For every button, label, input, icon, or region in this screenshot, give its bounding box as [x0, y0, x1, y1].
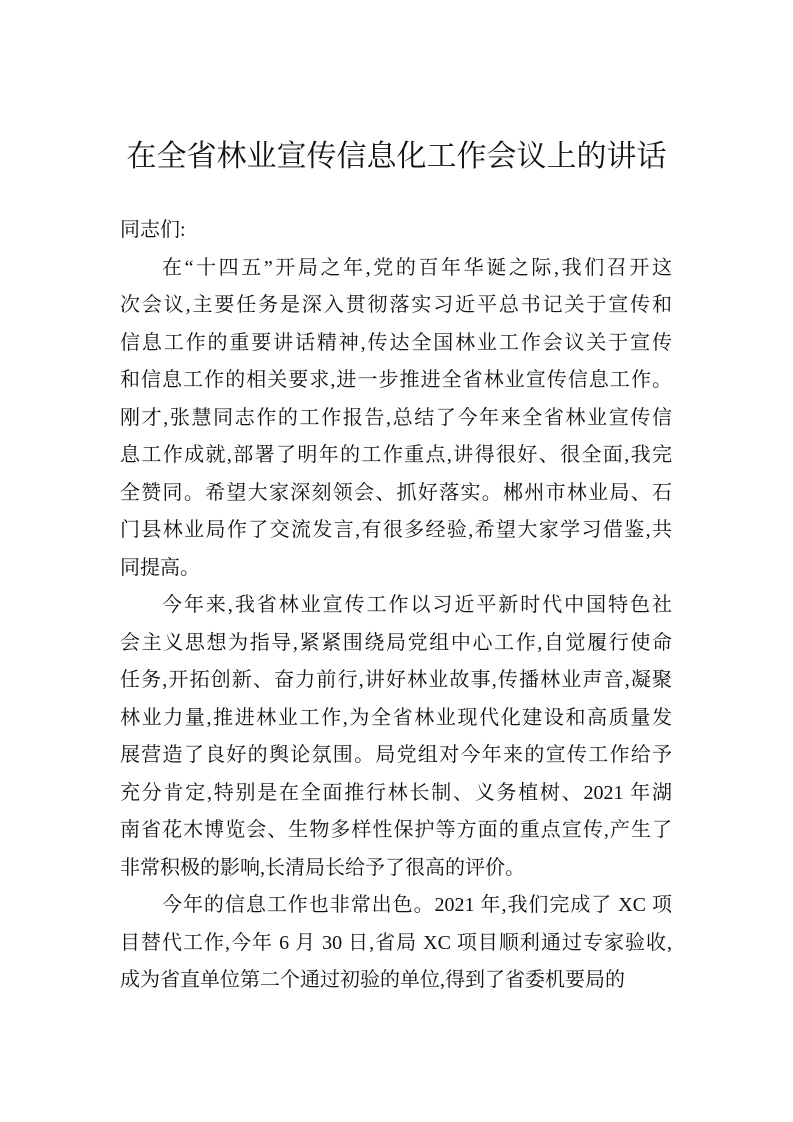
- paragraph-line: 刚才,张慧同志作的工作报告,总结了今年来全省林业宣传信: [120, 406, 672, 429]
- paragraph-line: 和信息工作的相关要求,进一步推进全省林业宣传信息工作。: [120, 369, 672, 391]
- paragraph-line: 非常积极的影响,长清局长给予了很高的评价。: [120, 856, 525, 879]
- paragraph: [120, 587, 672, 887]
- salutation: 同志们:: [120, 219, 186, 241]
- paragraph-line: 全赞同。希望大家深刻领会、抓好落实。郴州市林业局、石: [120, 481, 672, 504]
- paragraphs: [120, 250, 672, 1000]
- paragraph-line: 门县林业局作了交流发言,有很多经验,希望大家学习借鉴,共: [120, 519, 672, 541]
- paragraph: [120, 887, 672, 1000]
- paragraph-line: 次会议,主要任务是深入贯彻落实习近平总书记关于宣传和: [120, 294, 672, 316]
- document-title: 在全省林业宣传信息化工作会议上的讲话: [126, 140, 667, 173]
- paragraph-line: 今年来,我省林业宣传工作以习近平新时代中国特色社: [162, 594, 672, 616]
- paragraph-line: 成为省直单位第二个通过初验的单位,得到了省委机要局的: [120, 969, 625, 991]
- paragraph-line: 目替代工作,今年 6 月 30 日,省局 XC 项目顺利通过专家验收,: [120, 931, 672, 954]
- document-body: [120, 212, 672, 1000]
- paragraph-line: 同提高。: [120, 556, 200, 579]
- paragraph: [120, 250, 672, 588]
- paragraph-line: 展营造了良好的舆论氛围。局党组对今年来的宣传工作给予: [120, 744, 672, 766]
- paragraph-line: 南省花木博览会、生物多样性保护等方面的重点宣传,产生了: [120, 819, 672, 841]
- paragraph-line: 息工作成就,部署了明年的工作重点,讲得很好、很全面,我完: [120, 444, 672, 466]
- paragraph-line: 任务,开拓创新、奋力前行,讲好林业故事,传播林业声音,凝聚: [120, 669, 672, 691]
- paragraph-line: 今年的信息工作也非常出色。2021 年,我们完成了 XC 项: [162, 894, 672, 916]
- paragraph-line: 在“十四五”开局之年,党的百年华诞之际,我们召开这: [162, 256, 672, 279]
- paragraph-line: 林业力量,推进林业工作,为全省林业现代化建设和高质量发: [120, 706, 672, 729]
- paragraph-line: 信息工作的重要讲话精神,传达全国林业工作会议关于宣传: [120, 331, 672, 354]
- paragraph-line: 充分肯定,特别是在全面推行林长制、义务植树、2021 年湖: [120, 781, 672, 804]
- paragraph-line: 会主义思想为指导,紧紧围绕局党组中心工作,自觉履行使命: [120, 631, 672, 654]
